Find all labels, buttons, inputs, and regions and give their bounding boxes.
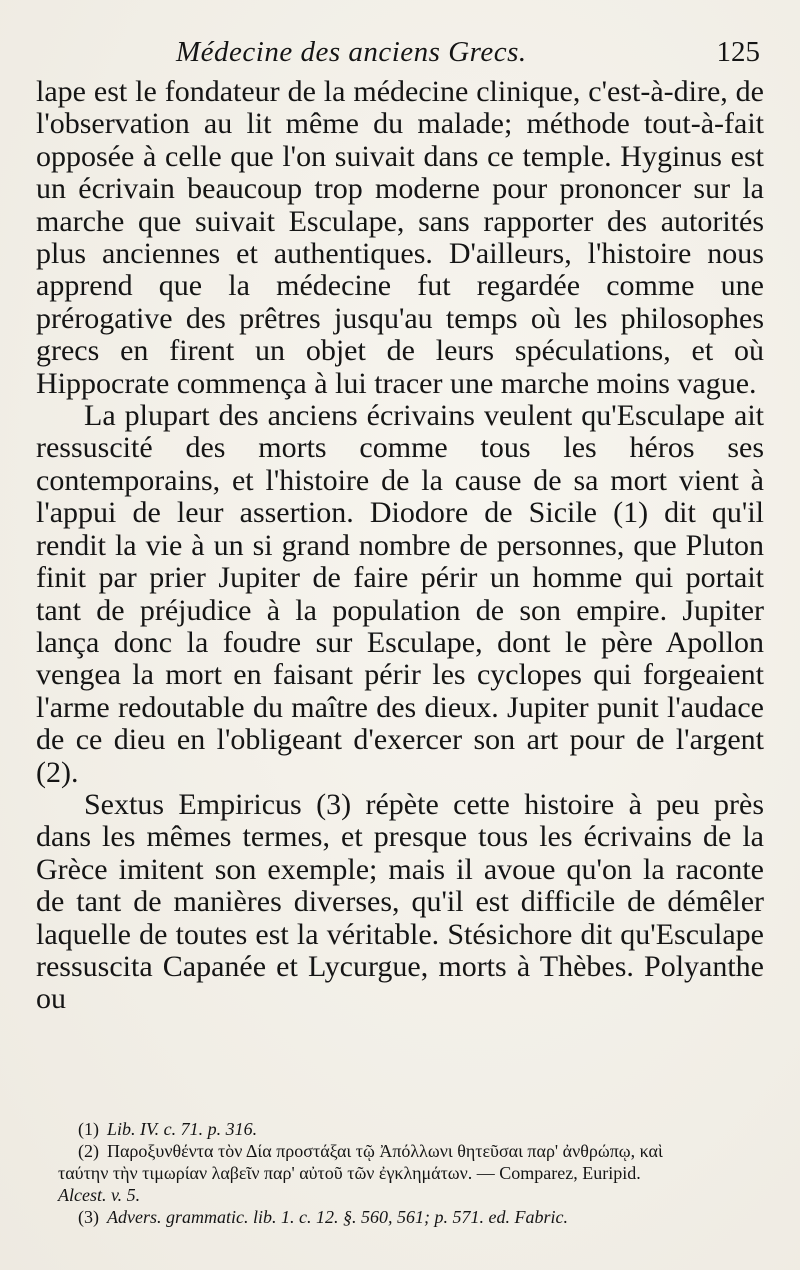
paragraph: Sextus Empiricus (3) répète cette histoire à peu près dans les mêmes termes, et presque tous les écrivains de la Grèce imitent son exemple; mais il avoue qu'on la raconte de tant de manières diverses, qu'il est difficile de démêler laquelle de toutes est la véritable. Stésichore dit qu'Esculape ressuscita Capanée et Lycurgue, morts à Thèbes. Polyanthe ou	[36, 787, 764, 1016]
footnote-marker: (2)	[78, 1141, 99, 1161]
body-text	[36, 76, 764, 1016]
footnote-1	[78, 1118, 766, 1140]
footnotes	[58, 1118, 766, 1228]
footnote-text: Alcest. v. 5.	[58, 1185, 141, 1205]
footnote-marker: (1)	[78, 1119, 99, 1139]
page-number: 125	[716, 36, 760, 68]
footnote-2-continued	[58, 1162, 766, 1184]
footnote-text: ταύτην τὴν τιμωρίαν λαβεῖν παρ' αὐτοῦ τῶν ἐγκλημάτων. — Comparez, Euripid.	[58, 1163, 641, 1183]
footnote-3	[78, 1206, 766, 1228]
footnote-2	[78, 1140, 766, 1162]
running-head: Médecine des anciens Grecs.	[176, 36, 527, 68]
footnote-text: Lib. IV. c. 71. p. 316.	[107, 1119, 258, 1139]
footnote-text: Παροξυνθέντα τὸν Δία προστάξαι τῷ Ἀπόλλωνι θητεῦσαι παρ' ἀνθρώπῳ, καὶ	[107, 1141, 663, 1161]
page-header	[36, 36, 760, 76]
footnote-2-continued	[58, 1184, 766, 1206]
footnote-text: Advers. grammatic. lib. 1. c. 12. §. 560, 561; p. 571. ed. Fabric.	[107, 1207, 568, 1227]
footnote-marker: (3)	[78, 1207, 99, 1227]
paragraph: lape est le fondateur de la médecine clinique, c'est-à-dire, de l'observation au lit même du malade; méthode tout-à-fait opposée à celle que l'on suivait dans ce temple. Hyginus est un écrivain beaucoup trop moderne pour prononcer sur la marche que suivait Esculape, sans rapporter des autorités plus anciennes et authentiques. D'ailleurs, l'histoire nous apprend que la médecine fut regardée comme une prérogative des prêtres jusqu'au temps où les philosophes grecs en firent un objet de leurs spéculations, et où Hippocrate commença à lui tracer une marche moins vague.	[36, 75, 764, 400]
paragraph: La plupart des anciens écrivains veulent qu'Esculape ait ressuscité des morts comme tous les héros ses contemporains, et l'histoire de la cause de sa mort vient à l'appui de leur assertion. Diodore de Sicile (1) dit qu'il rendit la vie à un si grand nombre de personnes, que Pluton finit par prier Jupiter de faire périr un homme qui portait tant de préjudice à la population de son empire. Jupiter lança donc la foudre sur Esculape, dont le père Apollon vengea la mort en faisant périr les cyclopes qui forgeaient l'arme redoutable du maître des dieux. Jupiter punit l'audace de ce dieu en l'obligeant d'exercer son art pour de l'argent (2).	[36, 399, 764, 789]
